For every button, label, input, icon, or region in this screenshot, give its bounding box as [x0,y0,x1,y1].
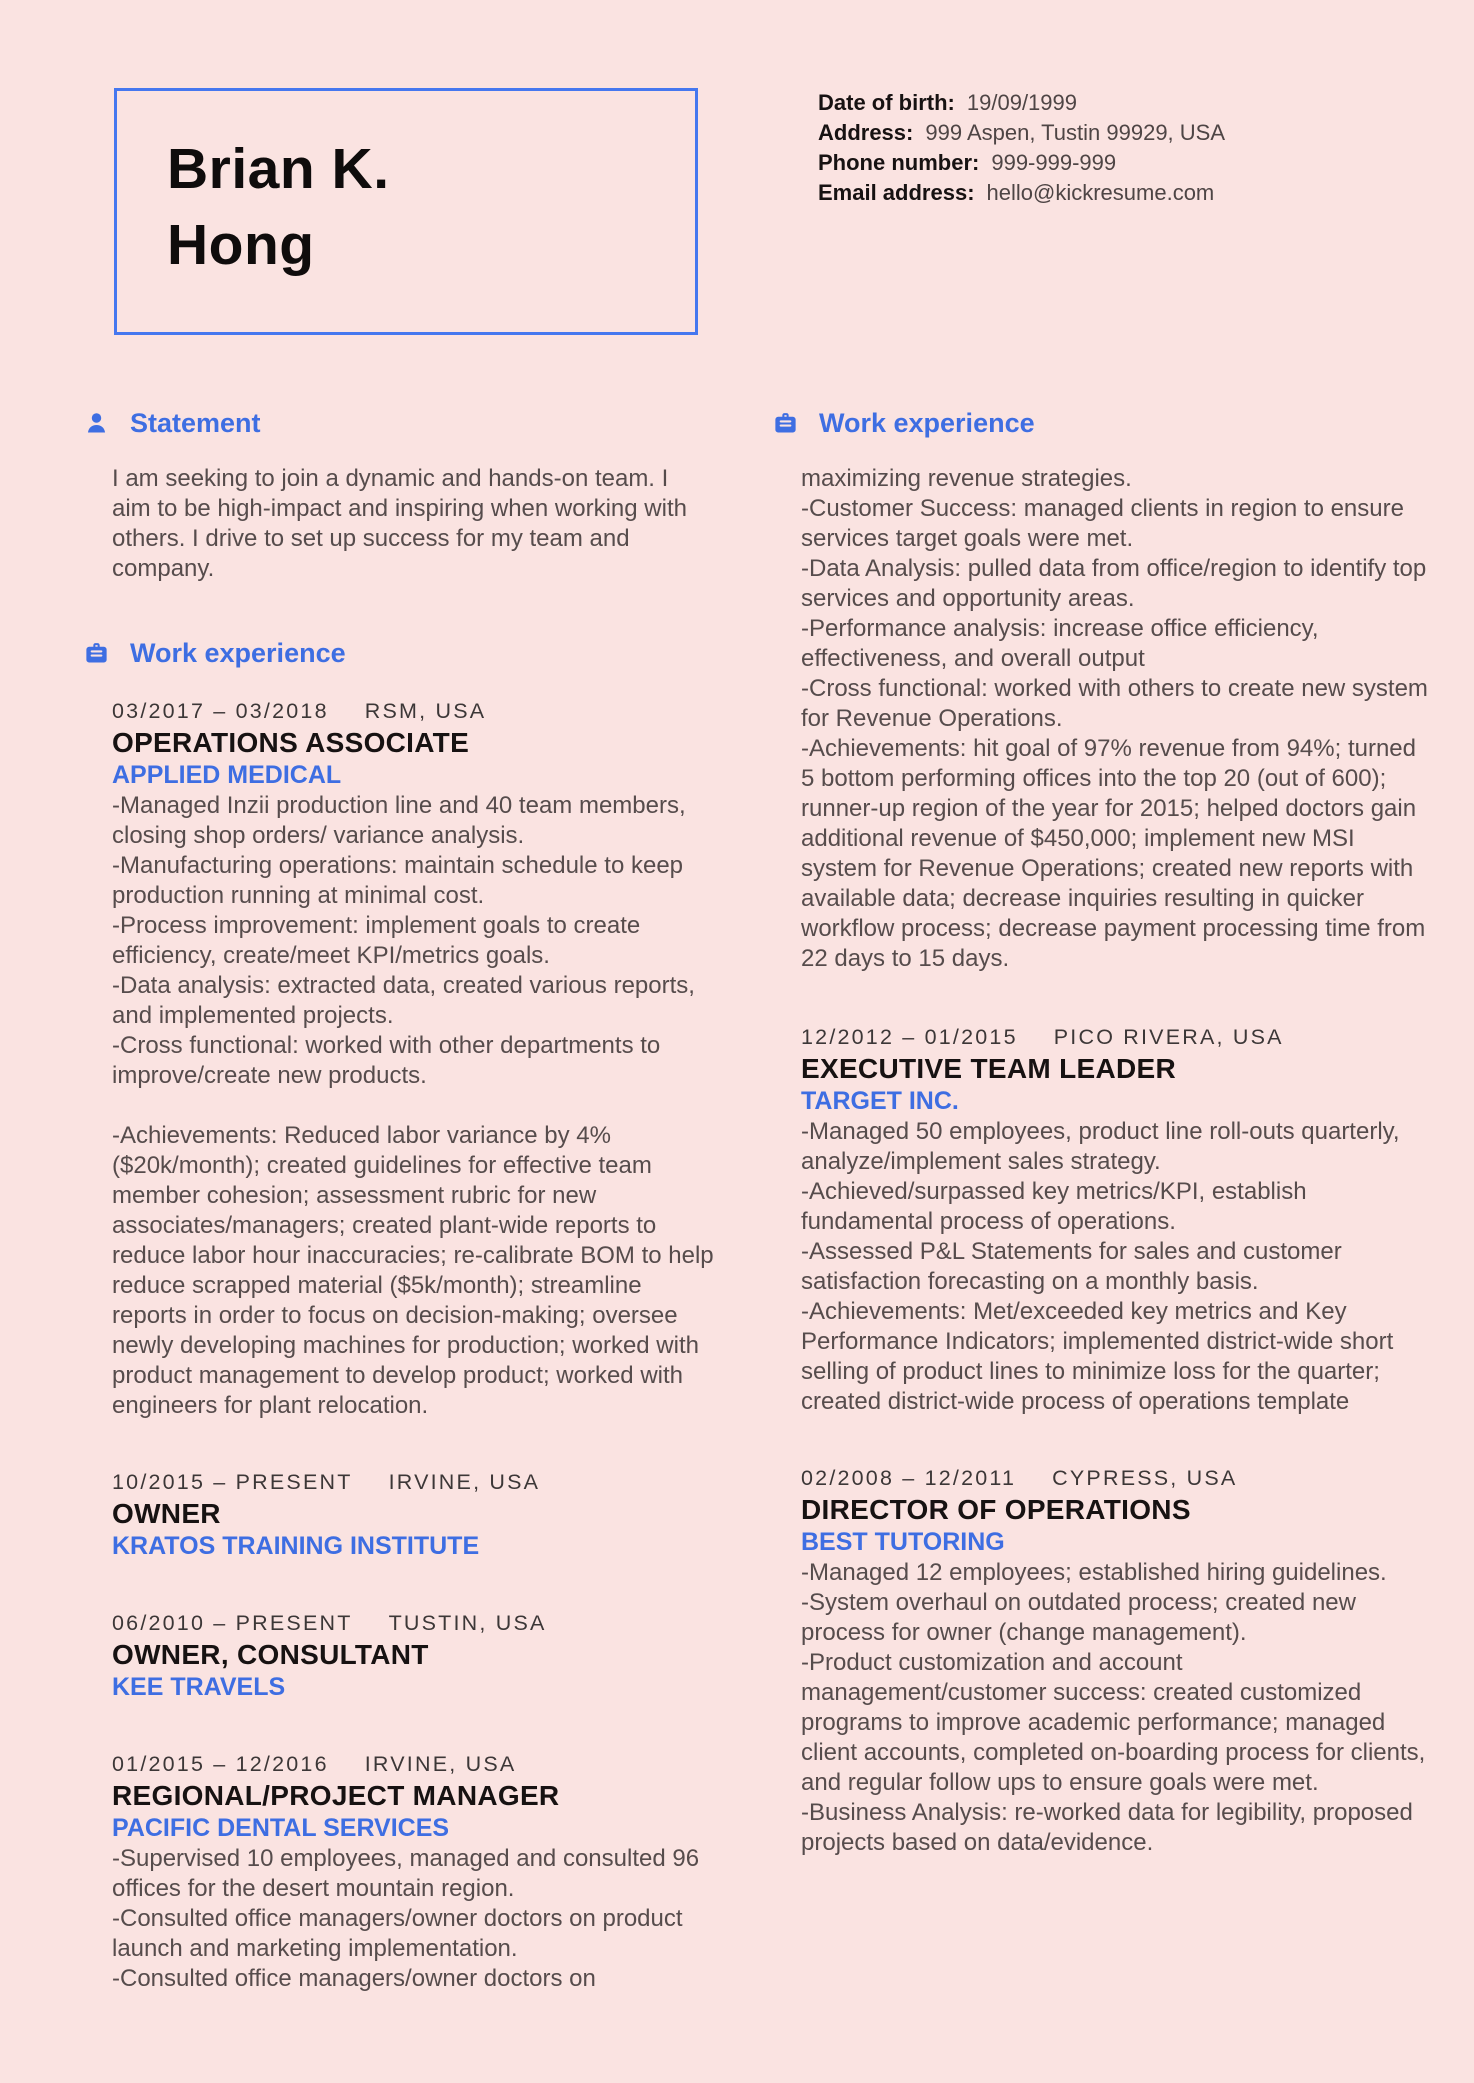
contact-row [818,118,1225,148]
job-paragraph: -Cross functional: worked with other departments to improve/create new products. [112,1032,661,1089]
job-location: PICO RIVERA, USA [1053,1025,1284,1049]
job-dates: 12/2012 – 01/2015 [801,1025,1018,1049]
job-location: IRVINE, USA [364,1752,517,1776]
person-icon [83,410,110,437]
contact-label: Phone number: [818,150,980,175]
job-dates: 06/2010 – PRESENT [112,1611,353,1635]
job-paragraph: maximizing revenue strategies. [801,465,1132,492]
job-paragraph: -Achievements: Met/exceeded key metrics and Key Performance Indicators; implemented district-wide short selling of product lines to minimize loss for the quarter; created district-wide process of operations template [801,1298,1394,1415]
name-box [114,88,698,335]
job-paragraph: -Process improvement: implement goals to create efficiency, create/meet KPI/metrics goals. [112,912,641,969]
job-paragraph: -Achievements: Reduced labor variance by 4% ($20k/month); created guidelines for effective team member cohesion; assessment rubric for new associates/managers; created plant-wide reports to reduce labor hour inaccuracies; re-calibrate BOM to help reduce scrapped material ($5k/month); streamline reports in order to focus on decision-making; oversee newly developing machines for production; worked with product management to develop product; worked with engineers for plant relocation. [112,1122,714,1419]
job-paragraph: -Customer Success: managed clients in region to ensure services target goals were met. [801,495,1404,552]
contact-value: 999-999-999 [991,150,1117,175]
contact-label: Email address: [818,180,975,205]
statement-section-header [83,406,711,440]
work-section-header-left [83,636,711,670]
job-paragraph: -Supervised 10 employees, managed and consulted 96 offices for the desert mountain region. [112,1845,700,1902]
job-paragraph: -Managed Inzii production line and 40 team members, closing shop orders/ variance analysis. [112,792,686,849]
right-column [772,406,1434,1858]
job-company: PACIFIC DENTAL SERVICES [112,1814,450,1842]
job-paragraph: -Managed 12 employees; established hiring guidelines. [801,1559,1387,1586]
contact-value: 19/09/1999 [966,90,1077,115]
work-section-header-right [772,406,1434,440]
job-paragraph: -Achieved/surpassed key metrics/KPI, establish fundamental process of operations. [801,1178,1307,1235]
job-location: IRVINE, USA [388,1470,541,1494]
job-dates-line [801,1463,1434,1493]
job-entry [112,1467,711,1562]
job-paragraph: -Performance analysis: increase office efficiency, effectiveness, and overall output [801,615,1319,672]
job-title: OPERATIONS ASSOCIATE [112,727,470,758]
briefcase-icon [83,640,110,667]
job-location: TUSTIN, USA [388,1611,547,1635]
job-location: RSM, USA [364,699,487,723]
job-title: OWNER [112,1498,221,1529]
job-paragraph: -Consulted office managers/owner doctors on [112,1965,596,1992]
job-company: KEE TRAVELS [112,1673,286,1701]
job-paragraph: -Manufacturing operations: maintain schedule to keep production running at minimal cost. [112,852,684,909]
job-entry [801,1022,1434,1417]
job-dates-line [112,696,711,726]
job-company: KRATOS TRAINING INSTITUTE [112,1532,480,1560]
work-section-title-right: Work experience [819,408,1035,438]
contact-row [818,148,1225,178]
job-paragraph: -Product customization and account management/customer success: created customized programs to improve academic performance; managed client accounts, completed on-boarding process for clients, and regular follow ups to ensure goals were met. [801,1649,1426,1796]
job-paragraph: -Data analysis: extracted data, created various reports, and implemented projects. [112,972,695,1029]
job-dates: 02/2008 – 12/2011 [801,1466,1017,1490]
name-line-2: Hong [167,213,315,277]
job-company: APPLIED MEDICAL [112,761,342,789]
job-company: TARGET INC. [801,1087,959,1115]
job-paragraph: -Consulted office managers/owner doctors on product launch and marketing implementation. [112,1905,683,1962]
statement-text: I am seeking to join a dynamic and hands-on team. I aim to be high-impact and inspiring when working with others. I drive to set up success for my team and company. [112,465,687,582]
job-dates: 03/2017 – 03/2018 [112,699,329,723]
job-location: CYPRESS, USA [1052,1466,1238,1490]
contact-label: Address: [818,120,914,145]
job-entry [801,1463,1434,1858]
job-entry [112,1749,711,1994]
contact-row [818,178,1225,208]
contact-value: 999 Aspen, Tustin 99929, USA [925,120,1226,145]
job-title: REGIONAL/PROJECT MANAGER [112,1780,560,1811]
job-paragraph: -Achievements: hit goal of 97% revenue from 94%; turned 5 bottom performing offices into the top 20 (out of 600); runner-up region of the year for 2015; helped doctors gain additional revenue of $450,000; implement new MSI system for Revenue Operations; created new reports with available data; decrease inquiries resulting in quicker workflow process; decrease payment processing time from 22 days to 15 days. [801,735,1426,972]
job-dates: 10/2015 – PRESENT [112,1470,353,1494]
job-entry [112,1608,711,1703]
left-column [83,406,714,1994]
contact-value: hello@kickresume.com [986,180,1215,205]
candidate-name [117,91,695,283]
job-paragraph: -Assessed P&L Statements for sales and customer satisfaction forecasting on a monthly basis. [801,1238,1342,1295]
job-paragraph: -System overhaul on outdated process; created new process for owner (change management). [801,1589,1356,1646]
job-title: DIRECTOR OF OPERATIONS [801,1494,1191,1525]
job-paragraph: -Business Analysis: re-worked data for legibility, proposed projects based on data/evidence. [801,1799,1413,1856]
contact-block [818,88,1225,208]
job-description-continuation [801,464,1434,974]
contact-row [818,88,1225,118]
job-dates-line [112,1749,711,1779]
briefcase-icon [772,410,799,437]
job-paragraph: -Data Analysis: pulled data from office/region to identify top services and opportunity areas. [801,555,1427,612]
job-title: EXECUTIVE TEAM LEADER [801,1053,1177,1084]
job-dates-line [112,1467,711,1497]
job-title: OWNER, CONSULTANT [112,1639,429,1670]
statement-section-title: Statement [130,408,261,438]
job-company: BEST TUTORING [801,1528,1005,1556]
job-dates: 01/2015 – 12/2016 [112,1752,329,1776]
contact-label: Date of birth: [818,90,955,115]
name-line-1: Brian K. [167,137,390,201]
work-section-title-left: Work experience [130,638,346,668]
job-dates-line [112,1608,711,1638]
job-entry [112,696,714,1421]
job-paragraph: -Managed 50 employees, product line roll-outs quarterly, analyze/implement sales strategy. [801,1118,1400,1175]
job-paragraph: -Cross functional: worked with others to create new system for Revenue Operations. [801,675,1428,732]
job-dates-line [801,1022,1434,1052]
